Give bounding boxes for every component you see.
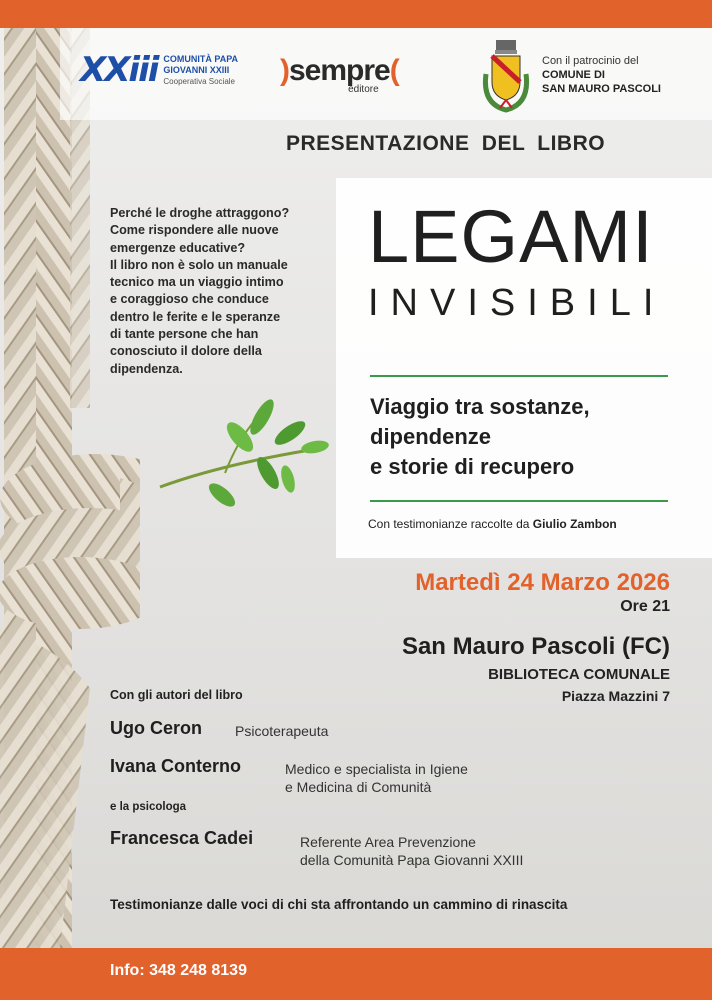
event-time: Ore 21: [620, 598, 670, 615]
presentation-header: PRESENTAZIONE DEL LIBRO: [286, 132, 606, 155]
intro-paragraph: Perché le droghe attraggono? Come rispondere alle nuove emergenze educative? Il libro non è solo un manuale tecnico ma un viaggio intimo e coraggioso che conduce dentro le ferite e le speranze di tante persone che han conosciuto il dolore della dipendenza.: [110, 206, 290, 376]
author-role: Referente Area Prevenzione della Comunità Papa Giovanni XXIII: [300, 834, 524, 868]
xxiii-mark: XXiii: [80, 50, 158, 90]
book-title-line1: LEGAMI: [368, 195, 654, 278]
witness-credit: Con testimonianze raccolte da Giulio Zambon: [368, 517, 617, 531]
book-title-line2: INVISIBILI: [368, 282, 666, 324]
info-phone: Info: 348 248 8139: [110, 962, 247, 979]
author-name: Ivana Conterno: [110, 756, 242, 776]
author-role: Medico e specialista in Igiene e Medicina di Comunità: [285, 761, 468, 795]
sprout-leaves-icon: [150, 395, 330, 525]
author-role: Psicoterapeuta: [235, 723, 329, 739]
book-subtitle: Viaggio tra sostanze, dipendenze e storie di recupero: [370, 394, 590, 479]
municipal-crest-icon: [480, 34, 532, 114]
author-name: Francesca Cadei: [110, 828, 254, 848]
sempre-sub: editore: [348, 84, 379, 95]
comunita-papa-giovanni-logo: [80, 50, 238, 90]
divider-top: [370, 375, 668, 377]
sempre-word: sempre: [289, 54, 390, 87]
closing-line: Testimonianze dalle voci di chi sta affrontando un cammino di rinascita: [110, 897, 568, 912]
authors-intro: Con gli autori del libro: [110, 688, 243, 702]
event-place: San Mauro Pascoli (FC): [401, 633, 670, 660]
top-orange-band: [0, 0, 712, 28]
bottom-orange-band: [0, 948, 712, 1000]
divider-bottom: [370, 500, 668, 502]
patronage-text: Con il patrocinio del COMUNE DI SAN MAURO PASCOLI: [542, 55, 661, 95]
event-date: Martedì 24 Marzo 2026: [415, 569, 670, 596]
xxiii-text: COMUNITÀ PAPA GIOVANNI XXIII Cooperativa Sociale: [163, 53, 239, 86]
author-name: Ugo Ceron: [110, 718, 202, 738]
sempre-editore-logo: )sempre( editore: [280, 54, 399, 95]
event-address: Piazza Mazzini 7: [561, 688, 670, 704]
event-venue: BIBLIOTECA COMUNALE: [488, 666, 670, 683]
psicologa-label: e la psicologa: [110, 801, 187, 813]
logo-row: [60, 28, 712, 120]
witness-name: Giulio Zambon: [532, 517, 617, 531]
